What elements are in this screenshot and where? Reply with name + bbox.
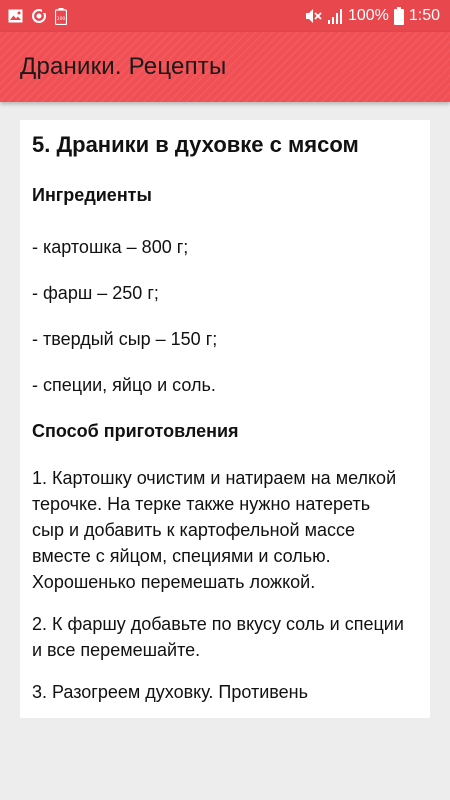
app-title: Драники. Рецепты [20, 53, 227, 80]
method-heading: Способ приготовления [32, 421, 239, 441]
status-time: 1:50 [408, 7, 440, 24]
method-step: 3. Разогреем духовку. Противень [32, 682, 308, 702]
svg-text:100: 100 [56, 16, 66, 22]
method-step: 1. Картошку очистим и натираем на мелкой терочке. На терке также нужно натереть сыр и добавить к картофельной массе вместе с яйцом, специями и солью. Хорошенько перемешать ложкой. [32, 468, 397, 592]
method-step: 2. К фаршу добавьте по вкусу соль и специи и все перемешайте. [32, 614, 404, 660]
app-bar [0, 32, 450, 102]
ingredient-item: - специи, яйцо и соль. [32, 375, 216, 395]
recipe-card[interactable] [20, 120, 430, 718]
ingredients-heading: Ингредиенты [32, 185, 152, 205]
recipe-title: 5. Драники в духовке с мясом [32, 132, 359, 157]
status-left-icons [8, 8, 67, 25]
status-bar [0, 0, 450, 32]
ingredient-list [32, 235, 418, 397]
ingredient-item: - фарш – 250 г; [32, 283, 159, 303]
image-icon [8, 9, 23, 23]
mute-icon [304, 8, 322, 24]
ingredient-item: - картошка – 800 г; [32, 237, 189, 257]
ingredient-item: - твердый сыр – 150 г; [32, 329, 218, 349]
battery-saver-icon [55, 8, 67, 25]
status-right-icons [304, 7, 440, 25]
sync-icon [31, 8, 47, 24]
battery-icon [394, 7, 404, 25]
signal-icon [327, 8, 343, 24]
battery-percent: 100% [347, 7, 389, 24]
